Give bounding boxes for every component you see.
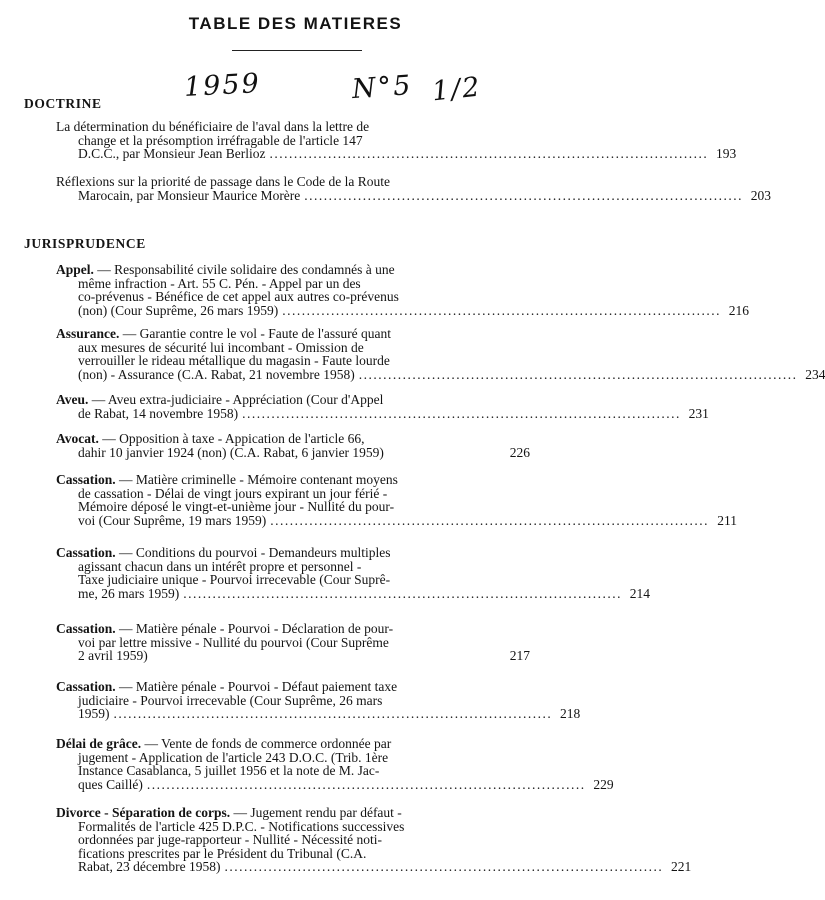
entry-heading: Assurance. <box>56 326 120 341</box>
entry-line: — Jugement rendu par défaut - <box>230 805 402 820</box>
entry-heading: Cassation. <box>56 621 116 636</box>
toc-entry[interactable] <box>56 262 749 318</box>
toc-entry[interactable] <box>56 174 772 203</box>
handwritten-fraction: 1/2 <box>430 71 483 108</box>
dot-leader: .......................................................................................... <box>113 706 553 722</box>
entry-line: — Conditions du pourvoi - Demandeurs multiples <box>115 545 391 560</box>
dot-leader: .......................................................................................... <box>269 146 709 162</box>
entry-heading: Aveu. <box>56 392 89 407</box>
dot-leader: .......................................................................................... <box>282 302 721 318</box>
toc-entry[interactable] <box>56 622 530 663</box>
dot-leader: .......................................................................................... <box>146 776 586 792</box>
toc-entry[interactable] <box>56 472 737 528</box>
page-number: 193 <box>715 146 737 162</box>
entry-line: jugement - Application de l'article 243 D.O.C. (Trib. 1ère <box>78 749 389 765</box>
entry-line: Marocain, par Monsieur Maurice Morère <box>78 187 301 203</box>
entry-line: agissant chacun dans un intérêt propre et personnel - <box>78 558 362 574</box>
entry-line: de Rabat, 14 novembre 1958) <box>78 405 239 421</box>
page-title: TABLE DES MATIERES <box>188 14 403 33</box>
dot-leader: .......................................................................................... <box>183 585 622 601</box>
entry-line: voi (Cour Suprême, 19 mars 1959) <box>78 512 267 528</box>
entry-line: fications prescrites par le Président du Tribunal (C.A. <box>78 845 367 861</box>
entry-line: — Vente de fonds de commerce ordonnée par <box>141 736 392 751</box>
page-number: 229 <box>593 776 614 792</box>
entry-heading: Avocat. <box>56 431 99 446</box>
toc-entry[interactable] <box>56 736 614 792</box>
entry-line: ordonnées par juge-rapporteur - Nullité - Nécessité noti- <box>78 832 383 848</box>
handwritten-year: 1959 <box>183 68 262 103</box>
entry-line: de cassation - Délai de vingt jours expirant un jour férié - <box>78 485 388 501</box>
toc-entry[interactable] <box>56 392 709 421</box>
page-number: 221 <box>670 859 692 875</box>
page-number: 216 <box>728 302 749 318</box>
toc-entry[interactable] <box>56 432 530 459</box>
entry-line: Formalités de l'article 425 D.P.C. - Notifications successives <box>78 818 405 834</box>
entry-line: — Matière pénale - Pourvoi - Défaut paiement taxe <box>115 679 398 694</box>
entry-line: me, 26 mars 1959) <box>78 585 180 601</box>
dot-leader: .......................................................................................... <box>270 512 709 528</box>
toc-entry[interactable] <box>56 679 581 722</box>
entry-line: verrouiller le rideau métallique du magasin - Faute lourde <box>78 353 390 369</box>
dot-leader: .......................................................................................... <box>224 859 664 875</box>
entry-heading: Délai de grâce. <box>56 736 142 751</box>
entry-line: Taxe judiciaire unique - Pourvoi irrecevable (Cour Suprê- <box>78 572 391 588</box>
toc-entry[interactable] <box>56 119 737 162</box>
toc-entry[interactable] <box>56 805 692 875</box>
entry-line: co-prévenus - Bénéfice de cet appel aux autres co-prévenus <box>78 289 399 305</box>
entry-line: dahir 10 janvier 1924 (non) (C.A. Rabat, 6 janvier 1959) <box>78 444 384 460</box>
entry-line: judiciaire - Pourvoi irrecevable (Cour Suprême, 26 mars <box>78 692 383 708</box>
entry-line: 2 avril 1959) <box>78 648 148 664</box>
entry-line: Instance Casablanca, 5 juillet 1956 et la note de M. Jac- <box>78 763 380 779</box>
entry-line: Réflexions sur la priorité de passage dans le Code de la Route <box>56 174 391 189</box>
page-number: 211 <box>717 512 737 528</box>
entry-heading: Cassation. <box>56 472 116 487</box>
section-heading-jurisprudence: JURISPRUDENCE <box>24 236 146 251</box>
entry-line: D.C.C., par Monsieur Jean Berlioz <box>78 146 266 162</box>
entry-line: — Matière pénale - Pourvoi - Déclaration de pour- <box>115 621 394 636</box>
page-number: 234 <box>805 366 825 382</box>
page-number: 218 <box>560 706 581 722</box>
entry-line: — Garantie contre le vol - Faute de l'assuré quant <box>119 326 391 341</box>
entry-line: 1959) <box>78 706 110 722</box>
entry-line: (non) (Cour Suprême, 26 mars 1959) <box>78 302 279 318</box>
entry-line: — Responsabilité civile solidaire des condamnés à une <box>93 262 395 277</box>
entry-line: aux mesures de sécurité lui incombant - Omission de <box>78 339 364 355</box>
entry-line: — Matière criminelle - Mémoire contenant moyens <box>115 472 398 487</box>
entry-line: Rabat, 23 décembre 1958) <box>78 859 221 875</box>
toc-entry[interactable] <box>56 545 650 601</box>
entry-heading: Cassation. <box>56 679 116 694</box>
entry-line: voi par lettre missive - Nullité du pourvoi (Cour Suprême <box>78 634 389 650</box>
page-number: 214 <box>629 585 650 601</box>
entry-heading: Appel. <box>56 262 94 277</box>
page-number: 231 <box>688 405 709 421</box>
entry-line: Mémoire déposé le vingt-et-unième jour - Nullité du pour- <box>78 499 395 515</box>
toc-entry[interactable] <box>56 326 825 382</box>
entry-line: La détermination du bénéficiaire de l'aval dans la lettre de <box>56 119 370 134</box>
dot-leader: .......................................................................................... <box>242 405 681 421</box>
entry-line: — Opposition à taxe - Appication de l'article 66, <box>98 431 365 446</box>
section-heading-doctrine: DOCTRINE <box>24 96 102 111</box>
page-number: 217 <box>509 648 530 664</box>
entry-line: (non) - Assurance (C.A. Rabat, 21 novembre 1958) <box>78 366 355 382</box>
dot-leader: .......................................................................................... <box>358 366 798 382</box>
entry-heading: Divorce - Séparation de corps. <box>56 805 231 820</box>
handwritten-number: N°5 <box>350 69 414 106</box>
dot-leader: .......................................................................................... <box>304 187 744 203</box>
entry-heading: Cassation. <box>56 545 116 560</box>
entry-line: change et la présomption irréfragable de l'article 147 <box>78 132 363 148</box>
entry-line: même infraction - Art. 55 C. Pén. - Appel par un des <box>78 275 361 291</box>
entry-line: ques Caillé) <box>78 776 143 792</box>
page-number: 203 <box>750 187 772 203</box>
page-number: 226 <box>509 444 530 460</box>
entry-line: — Aveu extra-judiciaire - Appréciation (Cour d'Appel <box>88 392 384 407</box>
title-underline <box>232 50 362 51</box>
